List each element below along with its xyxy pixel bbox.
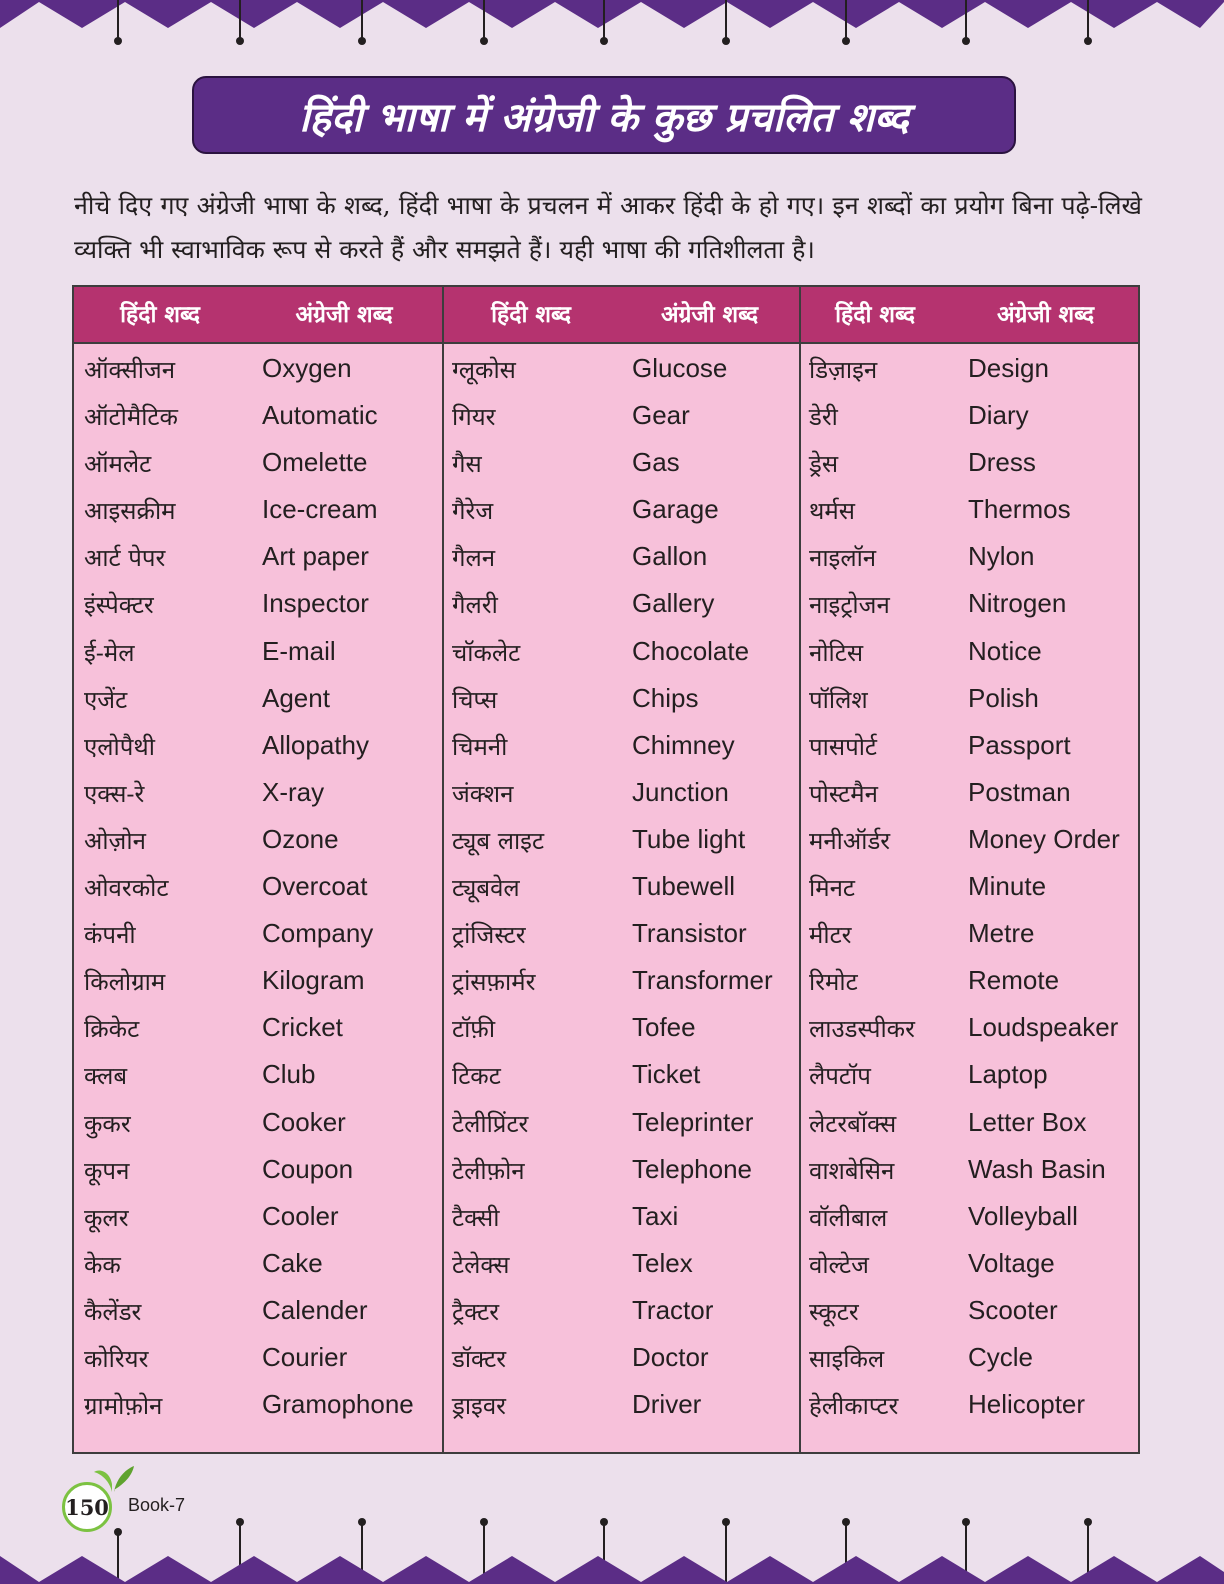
english-word: Passport <box>968 729 1071 760</box>
table-row <box>799 724 1140 771</box>
hindi-word: ड्राइवर <box>452 1392 506 1421</box>
english-word: Chimney <box>632 729 735 760</box>
table-row <box>74 630 442 677</box>
table-row <box>74 441 442 488</box>
english-word: Ticket <box>632 1059 701 1090</box>
table-row <box>74 1053 442 1100</box>
table-row <box>74 865 442 912</box>
english-word: Ozone <box>262 823 339 854</box>
hindi-word: टॉफ़ी <box>452 1015 496 1044</box>
hindi-word: डेरी <box>809 403 838 432</box>
english-word: Inspector <box>262 588 369 619</box>
english-word: Tubewell <box>632 871 736 902</box>
hindi-word: नाइलॉन <box>809 544 877 573</box>
english-word: Polish <box>968 682 1039 713</box>
english-word: Notice <box>968 635 1042 666</box>
hindi-word: वाशबेसिन <box>809 1156 895 1185</box>
table-row <box>799 441 1140 488</box>
table-row <box>74 1383 442 1430</box>
hindi-word: कूपन <box>84 1156 130 1185</box>
header-english-word: अंग्रेजी शब्द <box>996 301 1095 328</box>
english-word: Calender <box>262 1294 368 1325</box>
english-word: Ice-cream <box>262 494 378 525</box>
english-word: Transformer <box>632 965 773 996</box>
english-word: Remote <box>968 965 1060 996</box>
hindi-word: ऑक्सीजन <box>84 356 176 384</box>
hindi-word: टिकट <box>452 1062 501 1091</box>
table-row <box>74 582 442 629</box>
table-row <box>74 1336 442 1383</box>
table-row <box>442 535 799 582</box>
page-number-badge <box>62 1482 112 1532</box>
table-row <box>442 912 799 959</box>
hindi-word: एजेंट <box>84 685 128 714</box>
bottom-zigzag-border <box>0 1474 1224 1584</box>
hindi-word: गैलन <box>452 544 496 573</box>
hindi-word: ट्यूब लाइट <box>452 826 545 855</box>
english-word: Nylon <box>968 541 1035 572</box>
table-row <box>442 630 799 677</box>
table-row <box>74 912 442 959</box>
english-word: Taxi <box>632 1200 679 1231</box>
table-row <box>442 441 799 488</box>
english-word: Letter Box <box>968 1106 1087 1137</box>
hindi-word: रिमोट <box>809 968 858 997</box>
english-word: Club <box>262 1059 316 1090</box>
hindi-word: मनीऑर्डर <box>809 826 891 855</box>
hindi-word: टैक्सी <box>452 1203 500 1232</box>
hindi-word: चिप्स <box>452 685 498 714</box>
table-row <box>799 1101 1140 1148</box>
english-word: Company <box>262 918 374 949</box>
english-word: Money Order <box>968 823 1120 854</box>
table-row <box>799 394 1140 441</box>
english-word: Voltage <box>968 1247 1055 1278</box>
hindi-word: वोल्टेज <box>809 1250 869 1279</box>
english-word: Tractor <box>632 1294 714 1325</box>
table-header-row <box>74 287 1138 344</box>
table-row <box>74 1195 442 1242</box>
table-row <box>442 394 799 441</box>
table-row <box>799 1336 1140 1383</box>
table-row <box>74 818 442 865</box>
table-row <box>799 535 1140 582</box>
table-row <box>799 630 1140 677</box>
header-hindi-word: हिंदी शब्द <box>835 301 915 328</box>
hindi-word: ऑमलेट <box>84 450 152 479</box>
word-table <box>72 285 1140 1454</box>
hindi-word: केक <box>84 1250 121 1279</box>
hindi-word: ट्यूबवेल <box>452 874 520 903</box>
header-hindi-word: हिंदी शब्द <box>120 301 200 328</box>
table-row <box>442 1148 799 1195</box>
english-word: Cooler <box>262 1200 339 1231</box>
hindi-word: गैरेज <box>452 497 494 526</box>
table-row <box>799 818 1140 865</box>
table-row <box>74 1006 442 1053</box>
hindi-word: साइकिल <box>809 1344 885 1373</box>
english-word: Gas <box>632 447 680 478</box>
hindi-word: गैस <box>452 450 482 479</box>
hindi-word: कैलेंडर <box>84 1297 142 1326</box>
top-zigzag-border <box>0 0 1224 50</box>
table-row <box>442 771 799 818</box>
hindi-word: आर्ट पेपर <box>84 544 166 573</box>
english-word: Gear <box>632 400 690 431</box>
hindi-word: मिनट <box>809 874 855 903</box>
hindi-word: नोटिस <box>809 638 864 667</box>
hindi-word: चॉकलेट <box>452 638 521 667</box>
hindi-word: लाउडस्पीकर <box>809 1015 915 1044</box>
english-word: Courier <box>262 1341 348 1372</box>
hindi-word: टेलीप्रिंटर <box>452 1109 529 1138</box>
english-word: Cycle <box>968 1341 1034 1372</box>
table-row <box>442 1383 799 1430</box>
table-row <box>74 771 442 818</box>
hindi-word: ट्रांजिस्टर <box>452 921 526 950</box>
english-word: Helicopter <box>968 1389 1086 1420</box>
hindi-word: गियर <box>452 403 496 432</box>
header-hindi-word: हिंदी शब्द <box>491 301 571 328</box>
english-word: Teleprinter <box>632 1106 754 1137</box>
table-row <box>442 677 799 724</box>
hindi-word: एक्स-रे <box>84 779 145 808</box>
word-column-group <box>74 347 442 1430</box>
table-row <box>799 347 1140 394</box>
table-row <box>799 1289 1140 1336</box>
hindi-word: कूलर <box>84 1203 129 1232</box>
hindi-word: ग्रामोफ़ोन <box>84 1392 163 1421</box>
table-row <box>799 1383 1140 1430</box>
table-row <box>442 724 799 771</box>
english-word: Postman <box>968 776 1071 807</box>
english-word: Agent <box>262 682 330 713</box>
table-row <box>74 535 442 582</box>
english-word: Allopathy <box>262 729 369 760</box>
hindi-word: आइसक्रीम <box>84 497 176 526</box>
hindi-word: किलोग्राम <box>84 968 166 997</box>
hindi-word: डिज़ाइन <box>809 356 878 384</box>
english-word: Coupon <box>262 1153 354 1184</box>
hindi-word: पॉलिश <box>809 685 868 714</box>
english-word: Tube light <box>632 823 746 854</box>
table-row <box>442 347 799 394</box>
english-word: Gallon <box>632 541 708 572</box>
english-word: Cake <box>262 1247 323 1278</box>
english-word: Laptop <box>968 1059 1048 1090</box>
english-word: Omelette <box>262 447 368 478</box>
english-word: E-mail <box>262 635 336 666</box>
english-word: Kilogram <box>262 965 365 996</box>
hindi-word: नाइट्रोजन <box>809 591 890 620</box>
table-row <box>74 1289 442 1336</box>
word-column-group <box>442 347 799 1430</box>
table-row <box>442 1195 799 1242</box>
english-word: Gallery <box>632 588 715 619</box>
english-word: Overcoat <box>262 871 368 902</box>
hindi-word: मीटर <box>809 921 852 950</box>
english-word: Cooker <box>262 1106 346 1137</box>
table-row <box>74 347 442 394</box>
english-word: Automatic <box>262 400 378 431</box>
english-word: Oxygen <box>262 353 352 383</box>
hindi-word: एलोपैथी <box>84 732 155 761</box>
table-row <box>74 1101 442 1148</box>
english-word: X-ray <box>262 776 325 807</box>
hindi-word: जंक्शन <box>452 779 514 808</box>
intro-paragraph: नीचे दिए गए अंग्रेजी भाषा के शब्द, हिंदी भाषा के प्रचलन में आकर हिंदी के हो गए। इन शब्दों का प्रयोग बिना पढ़े-लिखे व्यक्ति भी स्वाभाविक रूप से करते हैं और समझते हैं। यही भाषा की गतिशीलता है। <box>74 191 1142 264</box>
hindi-word: स्कूटर <box>809 1297 859 1326</box>
table-row <box>799 1006 1140 1053</box>
english-word: Garage <box>632 494 719 525</box>
header-english-word: अंग्रेजी शब्द <box>295 301 393 328</box>
table-row <box>74 724 442 771</box>
table-row <box>74 1148 442 1195</box>
table-row <box>799 582 1140 629</box>
table-row <box>442 1242 799 1289</box>
hindi-word: ट्रांसफ़ार्मर <box>452 968 536 997</box>
english-word: Volleyball <box>968 1200 1078 1231</box>
hindi-word: ओज़ोन <box>84 826 146 855</box>
english-word: Driver <box>632 1389 702 1420</box>
table-row <box>442 1053 799 1100</box>
book-label: Book-7 <box>128 1495 186 1515</box>
hindi-word: ग्लूकोस <box>452 356 516 384</box>
english-word: Minute <box>968 871 1047 902</box>
hindi-word: क्रिकेट <box>84 1015 140 1044</box>
table-row <box>799 865 1140 912</box>
english-word: Art paper <box>262 541 369 572</box>
table-row <box>74 488 442 535</box>
table-row <box>74 394 442 441</box>
english-word: Nitrogen <box>968 588 1067 619</box>
table-row <box>442 1101 799 1148</box>
english-word: Wash Basin <box>968 1153 1106 1184</box>
english-word: Telephone <box>632 1153 752 1184</box>
hindi-word: थर्मस <box>809 497 855 526</box>
english-word: Cricket <box>262 1012 343 1043</box>
hindi-word: ई-मेल <box>84 638 135 667</box>
hindi-word: क्लब <box>84 1062 128 1091</box>
word-column-group <box>799 347 1140 1430</box>
hindi-word: पोस्टमैन <box>809 779 878 808</box>
hindi-word: पासपोर्ट <box>809 732 878 761</box>
english-word: Chips <box>632 682 699 713</box>
hindi-word: ऑटोमैटिक <box>84 403 178 432</box>
table-row <box>799 677 1140 724</box>
page-number: 150 <box>65 1494 109 1520</box>
english-word: Design <box>968 353 1049 383</box>
table-row <box>442 818 799 865</box>
english-word: Glucose <box>632 353 728 383</box>
table-row <box>442 1336 799 1383</box>
hindi-word: ओवरकोट <box>84 874 169 903</box>
hindi-word: लेटरबॉक्स <box>809 1109 897 1138</box>
hindi-word: ट्रैक्टर <box>452 1297 500 1326</box>
table-row <box>442 582 799 629</box>
table-row <box>442 1006 799 1053</box>
table-row <box>442 865 799 912</box>
english-word: Tofee <box>632 1012 696 1043</box>
hindi-word: कोरियर <box>84 1344 149 1373</box>
table-row <box>799 1242 1140 1289</box>
hindi-word: हेलीकाप्टर <box>809 1392 899 1421</box>
table-row <box>74 959 442 1006</box>
hindi-word: कुकर <box>84 1109 131 1138</box>
table-row <box>799 1195 1140 1242</box>
table-row <box>74 677 442 724</box>
table-row <box>799 1053 1140 1100</box>
english-word: Chocolate <box>632 635 750 666</box>
table-row <box>442 1289 799 1336</box>
hindi-word: गैलरी <box>452 591 498 620</box>
english-word: Telex <box>632 1247 693 1278</box>
table-row <box>799 912 1140 959</box>
table-row <box>799 771 1140 818</box>
header-english-word: अंग्रेजी शब्द <box>660 301 759 328</box>
table-row <box>74 1242 442 1289</box>
english-word: Diary <box>968 400 1029 431</box>
title-banner <box>192 76 1016 154</box>
hindi-word: चिमनी <box>452 732 508 761</box>
english-word: Thermos <box>968 494 1071 525</box>
hindi-word: टेलेक्स <box>452 1250 510 1279</box>
table-row <box>442 959 799 1006</box>
table-row <box>799 959 1140 1006</box>
hindi-word: डॉक्टर <box>452 1344 507 1373</box>
english-word: Gramophone <box>262 1389 414 1420</box>
english-word: Dress <box>968 447 1036 478</box>
english-word: Metre <box>968 918 1035 949</box>
hindi-word: वॉलीबाल <box>809 1203 888 1232</box>
english-word: Junction <box>632 776 729 807</box>
hindi-word: इंस्पेक्टर <box>84 591 154 620</box>
page-title: हिंदी भाषा में अंग्रेजी के कुछ प्रचलित शब्द <box>299 93 909 141</box>
table-row <box>799 1148 1140 1195</box>
english-word: Scooter <box>968 1294 1058 1325</box>
table-row <box>799 488 1140 535</box>
table-row <box>442 488 799 535</box>
english-word: Transistor <box>632 918 747 949</box>
hindi-word: लैपटॉप <box>809 1062 871 1091</box>
hindi-word: टेलीफ़ोन <box>452 1156 525 1185</box>
english-word: Loudspeaker <box>968 1012 1119 1043</box>
hindi-word: कंपनी <box>84 921 136 950</box>
english-word: Doctor <box>632 1341 709 1372</box>
hindi-word: ड्रेस <box>809 450 839 479</box>
